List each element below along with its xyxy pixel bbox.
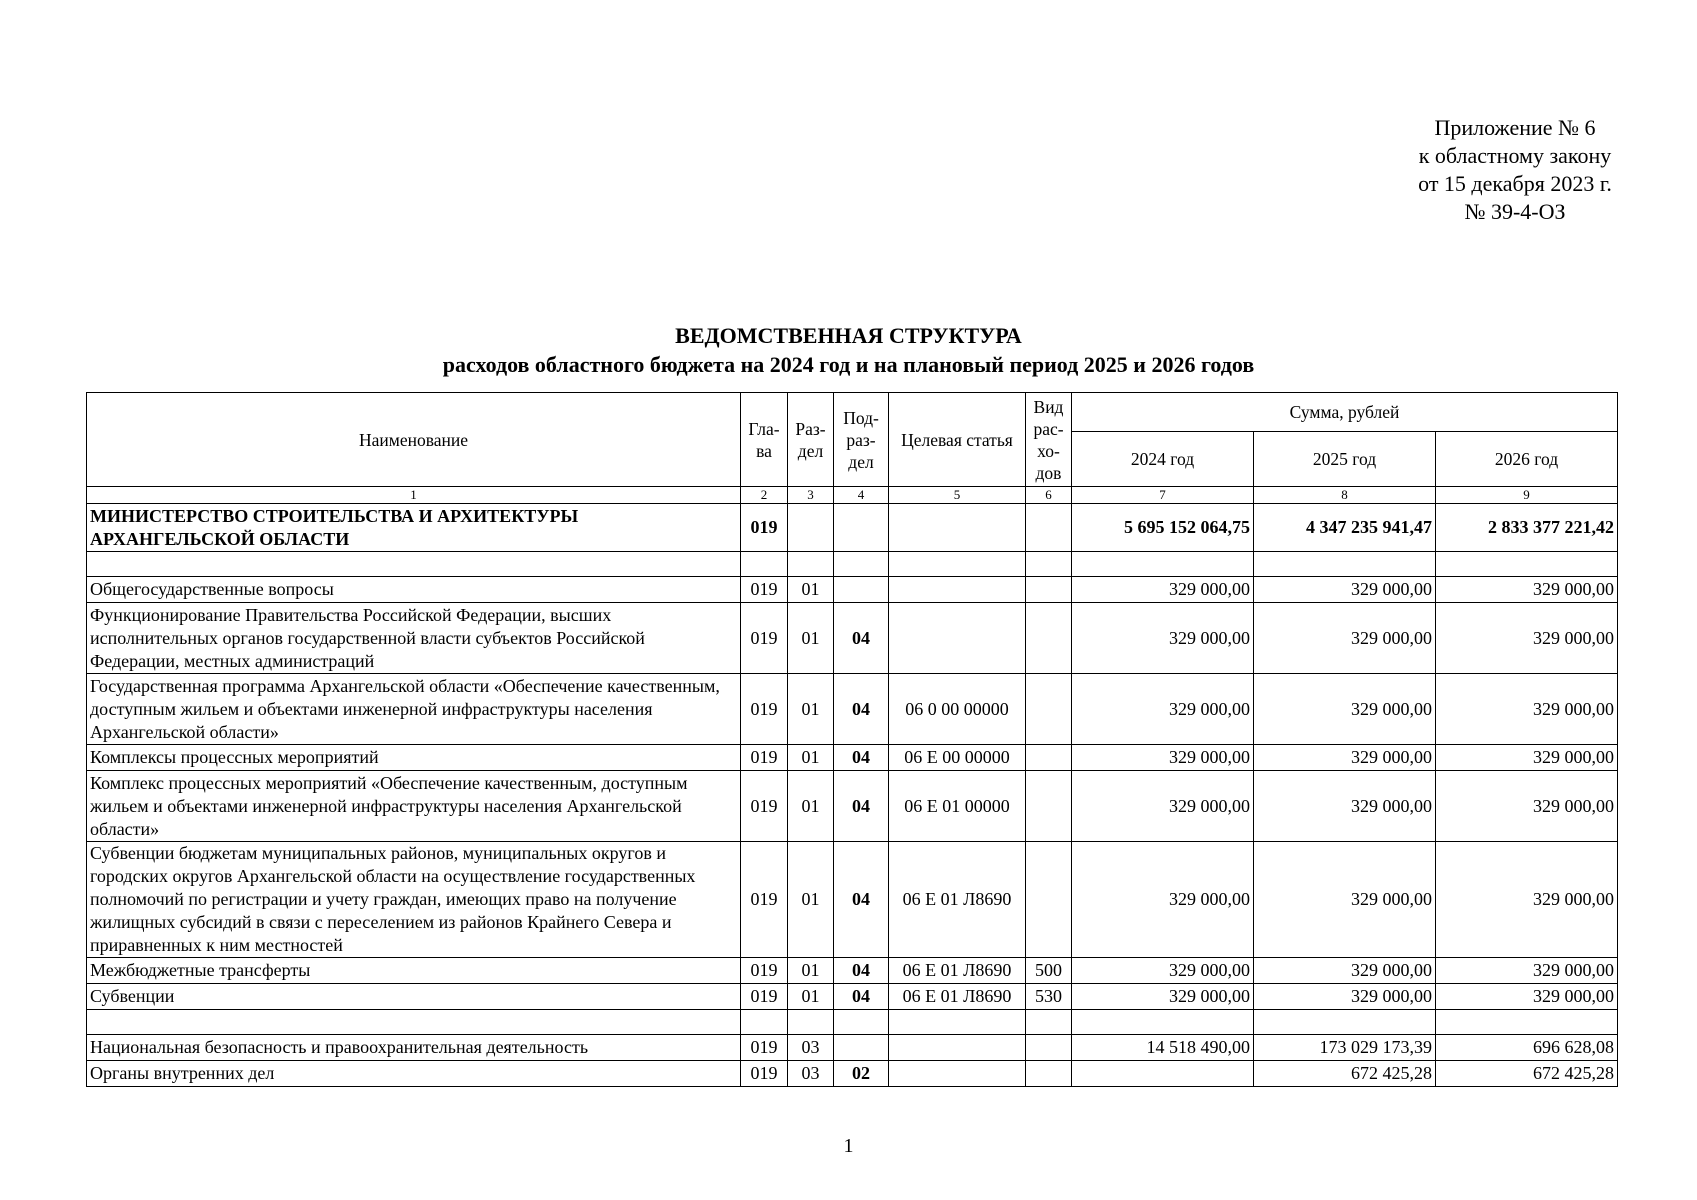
cell-vid [1026,1010,1072,1035]
cell-name [87,552,741,577]
cell-2026: 329 000,00 [1436,603,1618,674]
cell-celevaya: 06 Е 01 Л8690 [889,958,1026,984]
table-row [87,745,1618,771]
cell-vid [1026,552,1072,577]
cell-podrazdel [834,1035,889,1061]
header-2026: 2026 год [1436,432,1618,487]
cell-2024 [1072,1061,1254,1087]
cell-2026: 329 000,00 [1436,958,1618,984]
appendix-line: Приложение № 6 [1434,115,1596,140]
cell-podrazdel [834,1010,889,1035]
cell-2026: 329 000,00 [1436,842,1618,958]
cell-name: Комплексы процессных мероприятий [87,745,741,771]
header-2025: 2025 год [1254,432,1436,487]
cell-2025: 329 000,00 [1254,842,1436,958]
cell-razdel: 01 [788,958,834,984]
cell-vid [1026,603,1072,674]
appendix-line: от 15 декабря 2023 г. [1418,171,1612,196]
column-number: 5 [889,487,1026,504]
cell-razdel: 01 [788,984,834,1010]
cell-name: Межбюджетные трансферты [87,958,741,984]
cell-celevaya [889,1035,1026,1061]
cell-glava: 019 [741,1035,788,1061]
cell-2024 [1072,552,1254,577]
cell-2025: 329 000,00 [1254,771,1436,842]
table-row [87,552,1618,577]
cell-glava: 019 [741,842,788,958]
cell-podrazdel [834,504,889,552]
header-summa: Сумма, рублей [1072,393,1618,432]
cell-2026 [1436,552,1618,577]
header-razdel: Раз-дел [788,393,834,487]
page-number: 1 [843,1135,854,1157]
appendix-note [1330,114,1697,226]
cell-celevaya [889,504,1026,552]
cell-celevaya [889,552,1026,577]
cell-2025: 329 000,00 [1254,674,1436,745]
cell-2026: 329 000,00 [1436,674,1618,745]
budget-table [86,392,1618,1087]
cell-2024: 329 000,00 [1072,842,1254,958]
cell-podrazdel [834,552,889,577]
cell-2025: 672 425,28 [1254,1061,1436,1087]
table-row [87,577,1618,603]
header-podrazdel: Под-раз-дел [834,393,889,487]
cell-razdel: 03 [788,1061,834,1087]
column-number: 4 [834,487,889,504]
table-row [87,674,1618,745]
cell-2025 [1254,1010,1436,1035]
cell-2024: 329 000,00 [1072,674,1254,745]
cell-razdel: 01 [788,842,834,958]
cell-celevaya [889,577,1026,603]
cell-vid [1026,745,1072,771]
cell-2024: 14 518 490,00 [1072,1035,1254,1061]
cell-razdel: 01 [788,603,834,674]
cell-glava: 019 [741,603,788,674]
table-row [87,1035,1618,1061]
cell-podrazdel: 04 [834,745,889,771]
cell-razdel: 01 [788,745,834,771]
cell-vid [1026,504,1072,552]
cell-podrazdel: 04 [834,603,889,674]
cell-podrazdel: 04 [834,958,889,984]
column-numbers-row [87,487,1618,504]
cell-2026: 329 000,00 [1436,577,1618,603]
cell-2025: 4 347 235 941,47 [1254,504,1436,552]
cell-2026: 329 000,00 [1436,745,1618,771]
cell-razdel: 03 [788,1035,834,1061]
cell-2025: 329 000,00 [1254,603,1436,674]
cell-vid [1026,842,1072,958]
cell-2026 [1436,1010,1618,1035]
cell-vid [1026,1061,1072,1087]
cell-vid [1026,577,1072,603]
cell-celevaya [889,1010,1026,1035]
table-row [87,1061,1618,1087]
cell-glava: 019 [741,984,788,1010]
cell-podrazdel: 04 [834,771,889,842]
cell-razdel [788,552,834,577]
cell-name: Государственная программа Архангельской области «Обеспечение качественным, доступным жильем и объектами инженерной инфраструктуры населения Архангельской области» [87,674,741,745]
cell-name: МИНИСТЕРСТВО СТРОИТЕЛЬСТВА И АРХИТЕКТУРЫ АРХАНГЕЛЬСКОЙ ОБЛАСТИ [87,504,741,552]
cell-vid [1026,1035,1072,1061]
cell-celevaya [889,1061,1026,1087]
cell-2025: 329 000,00 [1254,577,1436,603]
column-number: 6 [1026,487,1072,504]
document-title [0,321,1697,379]
table-row [87,842,1618,958]
title-sub: расходов областного бюджета на 2024 год и на плановый период 2025 и 2026 годов [442,352,1255,377]
cell-2026: 696 628,08 [1436,1035,1618,1061]
header-2024: 2024 год [1072,432,1254,487]
cell-2024: 329 000,00 [1072,745,1254,771]
column-number: 9 [1436,487,1618,504]
cell-vid: 530 [1026,984,1072,1010]
cell-2026: 672 425,28 [1436,1061,1618,1087]
column-number: 7 [1072,487,1254,504]
cell-glava: 019 [741,504,788,552]
table-header [87,393,1618,504]
cell-2024: 329 000,00 [1072,771,1254,842]
cell-razdel: 01 [788,771,834,842]
cell-2025: 329 000,00 [1254,745,1436,771]
header-vid: Вид рас-хо-дов [1026,393,1072,487]
cell-glava: 019 [741,771,788,842]
table-row [87,504,1618,552]
cell-2026: 2 833 377 221,42 [1436,504,1618,552]
cell-glava: 019 [741,1061,788,1087]
cell-2024: 329 000,00 [1072,577,1254,603]
title-main: ВЕДОМСТВЕННАЯ СТРУКТУРА [675,323,1022,348]
cell-vid [1026,674,1072,745]
cell-name: Субвенции [87,984,741,1010]
column-number: 2 [741,487,788,504]
cell-glava: 019 [741,958,788,984]
cell-razdel: 01 [788,674,834,745]
table-row [87,603,1618,674]
column-number: 1 [87,487,741,504]
cell-celevaya [889,603,1026,674]
cell-2025 [1254,552,1436,577]
cell-podrazdel [834,577,889,603]
cell-glava: 019 [741,674,788,745]
appendix-line: к областному закону [1418,143,1612,168]
cell-2025: 329 000,00 [1254,984,1436,1010]
cell-celevaya: 06 0 00 00000 [889,674,1026,745]
header-glava: Гла-ва [741,393,788,487]
cell-vid [1026,771,1072,842]
cell-2025: 173 029 173,39 [1254,1035,1436,1061]
cell-2024: 329 000,00 [1072,984,1254,1010]
cell-name: Общегосударственные вопросы [87,577,741,603]
cell-name: Комплекс процессных мероприятий «Обеспечение качественным, доступным жильем и объектами инженерной инфраструктуры населения Архангельской области» [87,771,741,842]
cell-celevaya: 06 Е 01 00000 [889,771,1026,842]
cell-celevaya: 06 Е 01 Л8690 [889,984,1026,1010]
cell-razdel [788,504,834,552]
table-body [87,504,1618,1087]
cell-podrazdel: 04 [834,674,889,745]
cell-name: Органы внутренних дел [87,1061,741,1087]
header-celevaya: Целевая статья [889,393,1026,487]
cell-vid: 500 [1026,958,1072,984]
cell-celevaya: 06 Е 01 Л8690 [889,842,1026,958]
cell-glava [741,1010,788,1035]
cell-2025: 329 000,00 [1254,958,1436,984]
appendix-line: № 39-4-ОЗ [1464,199,1566,224]
column-number: 8 [1254,487,1436,504]
cell-2026: 329 000,00 [1436,984,1618,1010]
cell-2024: 329 000,00 [1072,603,1254,674]
cell-name: Национальная безопасность и правоохранительная деятельность [87,1035,741,1061]
table-row [87,1010,1618,1035]
table-row [87,958,1618,984]
cell-razdel [788,1010,834,1035]
cell-podrazdel: 02 [834,1061,889,1087]
cell-glava [741,552,788,577]
table-row [87,771,1618,842]
column-number: 3 [788,487,834,504]
cell-glava: 019 [741,577,788,603]
cell-name [87,1010,741,1035]
cell-glava: 019 [741,745,788,771]
cell-2024: 329 000,00 [1072,958,1254,984]
cell-podrazdel: 04 [834,984,889,1010]
cell-2026: 329 000,00 [1436,771,1618,842]
header-name: Наименование [87,393,741,487]
table-row [87,984,1618,1010]
cell-2024: 5 695 152 064,75 [1072,504,1254,552]
cell-name: Функционирование Правительства Российской Федерации, высших исполнительных органов государственной власти субъектов Российской Федерации, местных администраций [87,603,741,674]
cell-2024 [1072,1010,1254,1035]
cell-name: Субвенции бюджетам муниципальных районов, муниципальных округов и городских округов Архангельской области на осуществление государственных полномочий по регистрации и учету граждан, имеющих право на получение жилищных субсидий в связи с переселением из районов Крайнего Севера и приравненных к ним местностей [87,842,741,958]
cell-razdel: 01 [788,577,834,603]
cell-celevaya: 06 Е 00 00000 [889,745,1026,771]
cell-podrazdel: 04 [834,842,889,958]
